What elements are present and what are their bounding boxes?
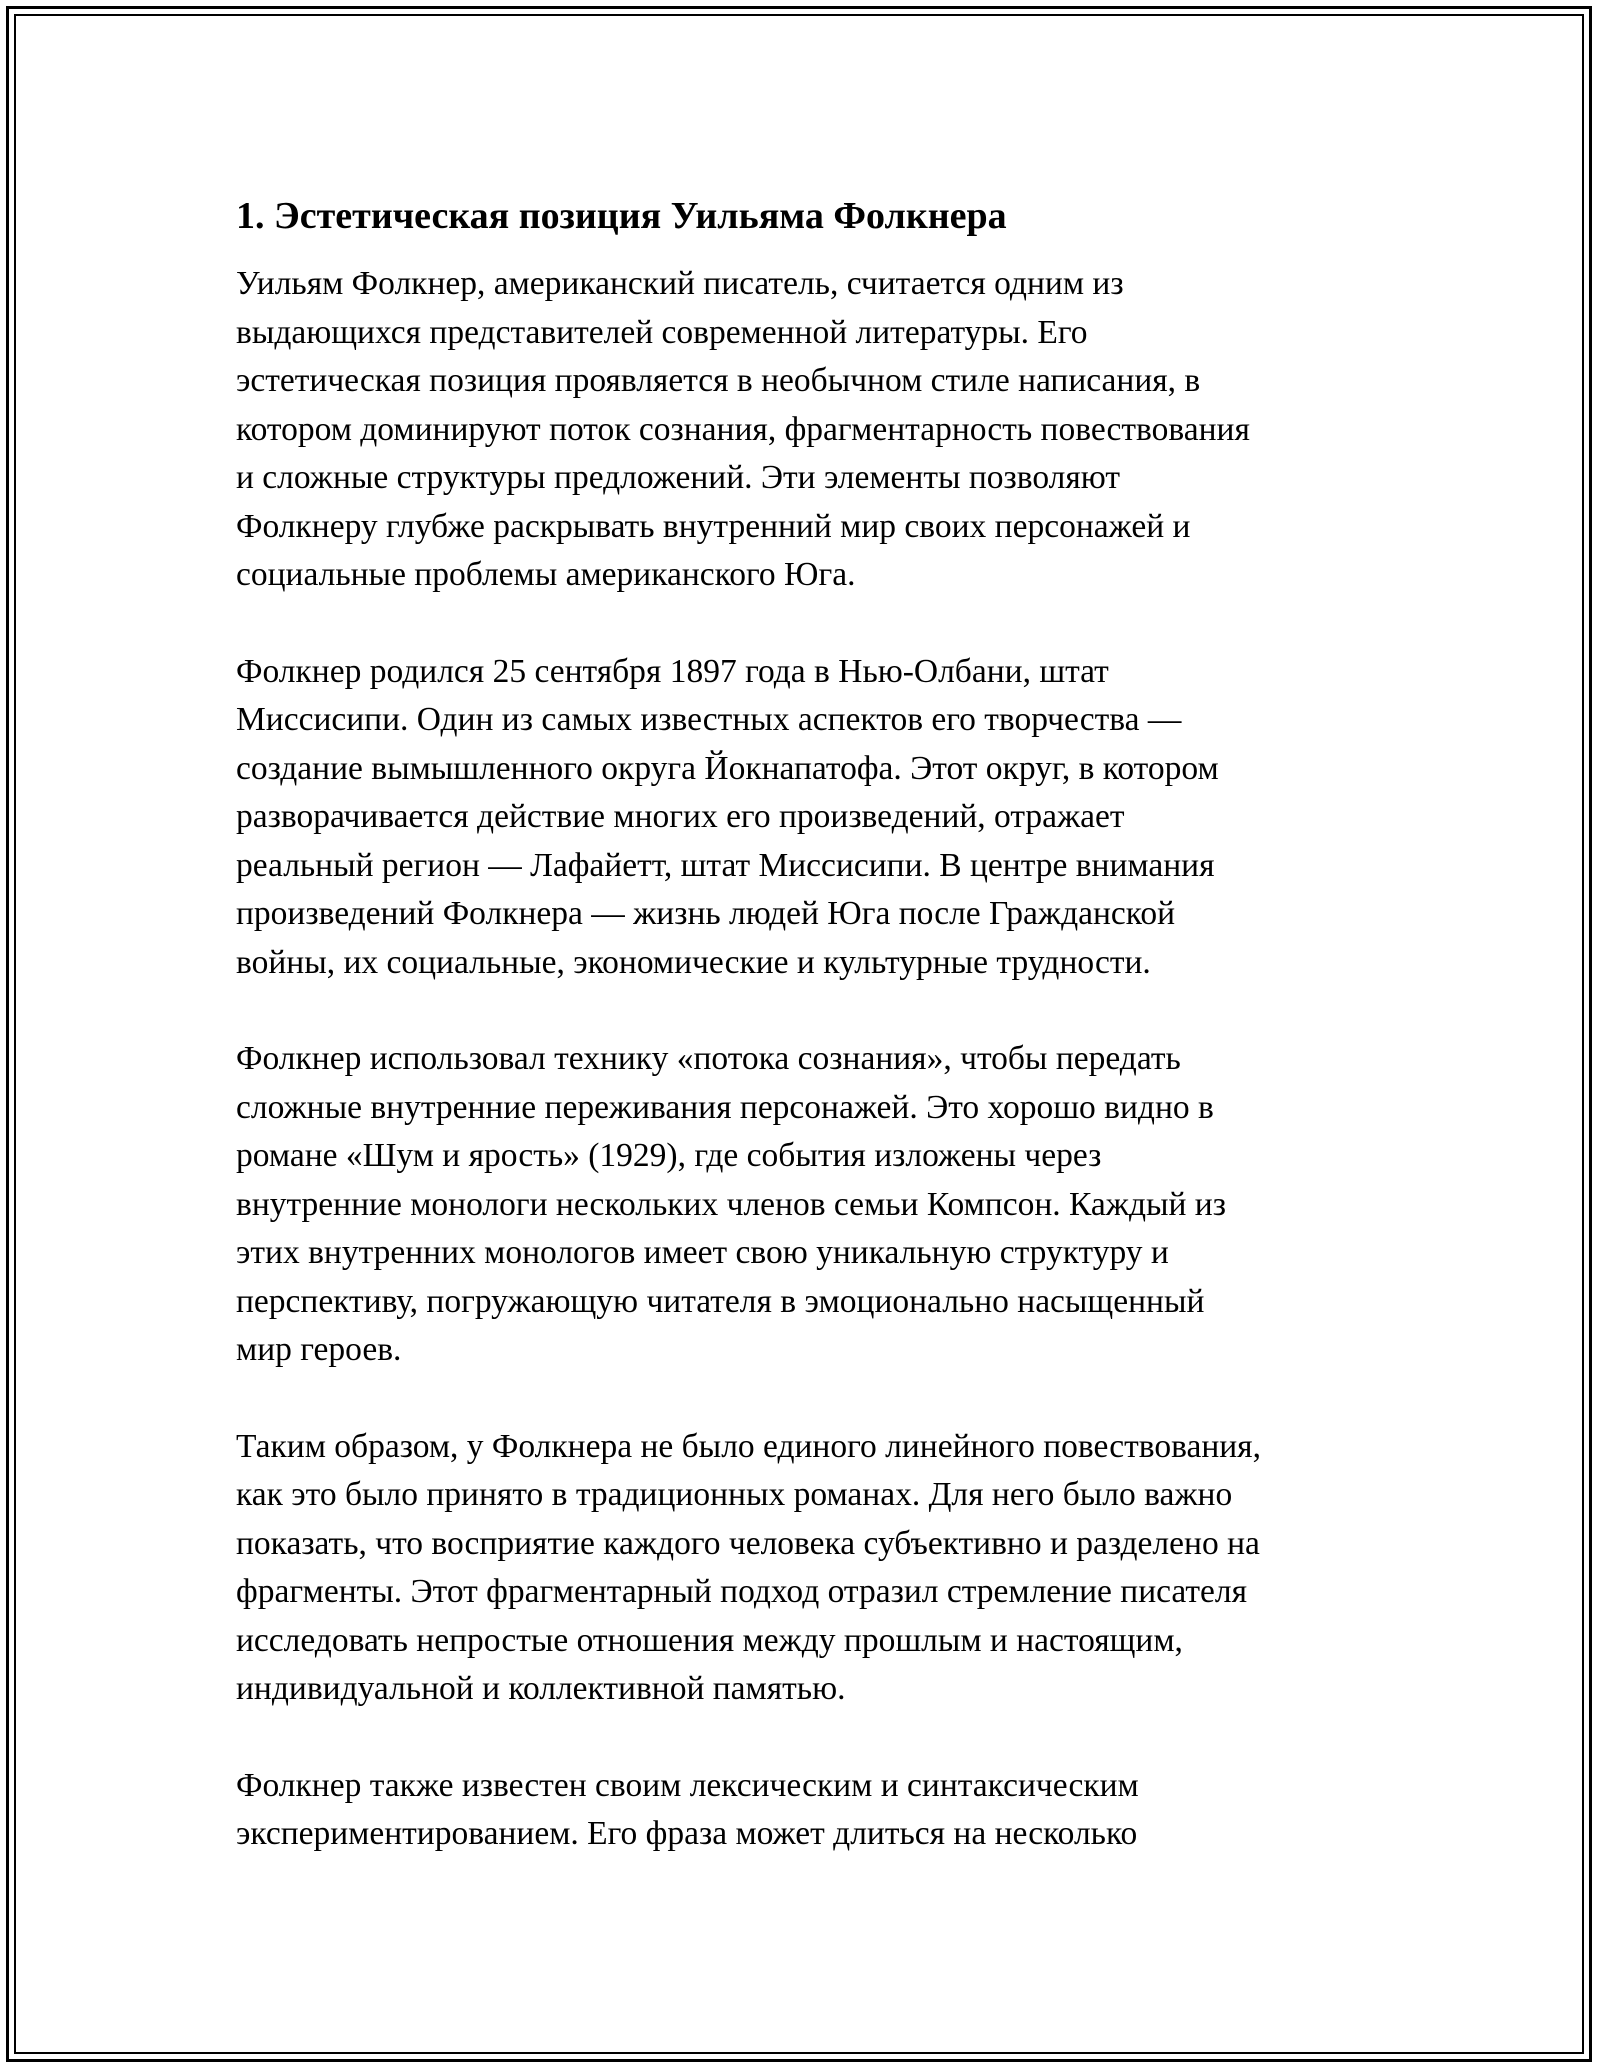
text-line: Таким образом, у Фолкнера не было единого линейного повествования, — [236, 1427, 1261, 1465]
text-line: Фолкнер родился 25 сентября 1897 года в Нью-Олбани, штат — [236, 652, 1109, 690]
text-line: фрагменты. Этот фрагментарный подход отразил стремление писателя — [236, 1573, 1248, 1610]
text-line: сложные внутренние переживания персонажей. Это хорошо видно в — [236, 1088, 1214, 1126]
text-line: исследовать непростые отношения между прошлым и настоящим, — [236, 1621, 1183, 1659]
text-line: индивидуальной и коллективной памятью. — [236, 1670, 846, 1707]
text-line: войны, их социальные, экономические и культурные трудности. — [236, 943, 1151, 981]
text-line: разворачивается действие многих его произведений, отражает — [236, 798, 1125, 835]
text-line: внутренние монологи нескольких членов семьи Компсон. Каждый из — [236, 1185, 1226, 1223]
text-line: Уильям Фолкнер, американский писатель, считается одним из — [236, 265, 1124, 302]
text-line: перспективу, погружающую читателя в эмоционально насыщенный — [236, 1282, 1205, 1320]
text-line: произведений Фолкнера — жизнь людей Юга после Гражданской — [236, 895, 1176, 932]
text-line: Фолкнер также известен своим лексическим и синтаксическим — [236, 1766, 1139, 1804]
text-line: Миссисипи. Один из самых известных аспектов его творчества — — [236, 701, 1182, 738]
text-line: Фолкнер использовал технику «потока сознания», чтобы передать — [236, 1040, 1181, 1077]
section-heading: 1. Эстетическая позиция Уильяма Фолкнера — [236, 195, 1007, 237]
paragraph-2 — [236, 648, 1386, 988]
text-line: выдающихся представителей современной литературы. Его — [236, 313, 1088, 351]
text-line: экспериментированием. Его фраза может длиться на несколько — [236, 1815, 1138, 1852]
text-line: как это было принято в традиционных романах. Для него было важно — [236, 1476, 1233, 1513]
text-line: котором доминируют поток сознания, фрагментарность повествования — [236, 410, 1250, 448]
paragraph-1 — [236, 260, 1386, 600]
document-body — [236, 190, 1386, 1907]
text-line: этих внутренних монологов имеет свою уникальную структуру и — [236, 1234, 1169, 1271]
text-line: романе «Шум и ярость» (1929), где события изложены через — [236, 1137, 1102, 1174]
text-line: эстетическая позиция проявляется в необычном стиле написания, в — [236, 362, 1201, 399]
text-line: создание вымышленного округа Йокнапатофа. Этот округ, в котором — [236, 749, 1219, 787]
paragraph-5 — [236, 1762, 1386, 1859]
text-line: показать, что восприятие каждого человека субъективно и разделено на — [236, 1524, 1260, 1562]
text-line: социальные проблемы американского Юга. — [236, 556, 856, 593]
text-line: мир героев. — [236, 1331, 402, 1368]
text-line: и сложные структуры предложений. Эти элементы позволяют — [236, 459, 1121, 496]
text-line: Фолкнеру глубже раскрывать внутренний мир своих персонажей и — [236, 507, 1191, 545]
text-line: реальный регион — Лафайетт, штат Миссисипи. В центре внимания — [236, 846, 1215, 884]
paragraph-4 — [236, 1423, 1386, 1714]
paragraph-3 — [236, 1035, 1386, 1375]
